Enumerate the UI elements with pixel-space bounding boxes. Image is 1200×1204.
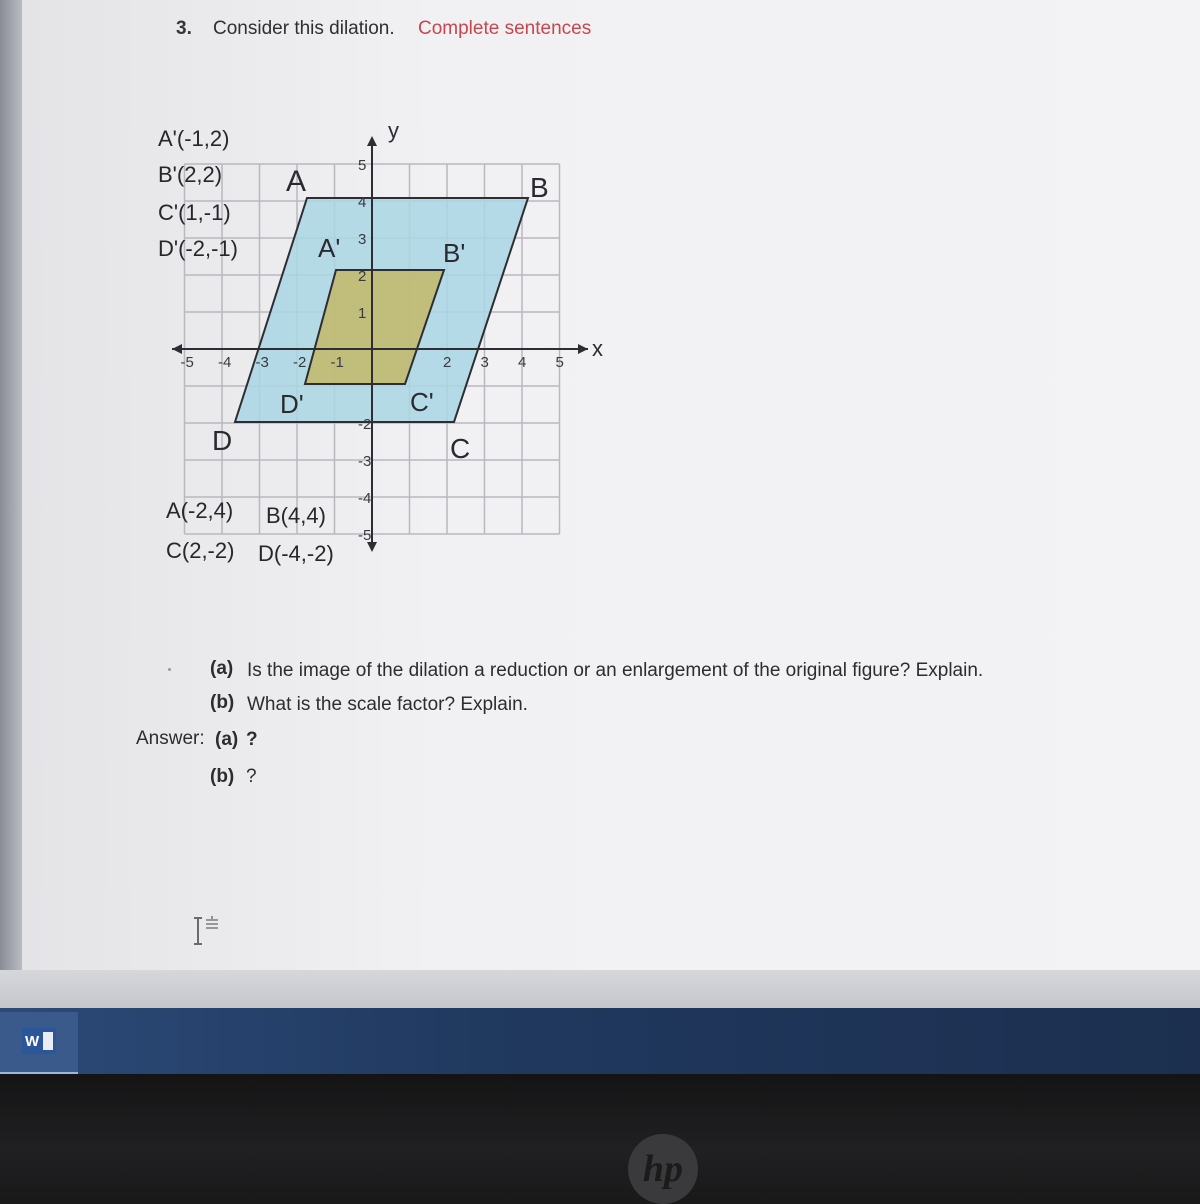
y-tick-label: 1	[358, 305, 367, 322]
question-instruction: Complete sentences	[418, 18, 592, 39]
vertex-label-c: C	[450, 433, 471, 464]
laptop-bezel	[0, 1074, 1200, 1200]
y-tick-label: -4	[358, 490, 372, 507]
vertex-label-a-prime: A'	[318, 233, 341, 263]
word-app-icon: W	[22, 1028, 56, 1054]
text-cursor-icon	[190, 914, 236, 950]
document-status-area	[0, 970, 1200, 1012]
original-point-a: A(-2,4)	[166, 498, 234, 523]
y-tick-label: 4	[358, 194, 367, 211]
vertex-label-a: A	[286, 165, 307, 198]
image-point-a: A'(-1,2)	[158, 126, 230, 151]
part-b-label: (b)	[210, 692, 235, 713]
vertex-label-c-prime: C'	[410, 387, 434, 417]
vertex-label-d-prime: D'	[280, 389, 304, 419]
y-tick-label: -5	[358, 527, 372, 544]
x-axis-label: x	[592, 336, 603, 361]
answer-a-label: (a)	[215, 729, 239, 750]
x-tick-label: 3	[480, 354, 489, 371]
part-a-label: (a)	[210, 658, 234, 679]
y-tick-label: 5	[358, 157, 367, 174]
answer-b-label: (b)	[210, 766, 235, 787]
x-tick-label: 4	[518, 354, 527, 371]
y-tick-label: 2	[358, 268, 367, 285]
vertex-label-b: B	[530, 172, 549, 203]
vertex-label-b-prime: B'	[443, 238, 466, 268]
part-b-text: What is the scale factor? Explain.	[247, 694, 528, 715]
x-tick-label: -1	[330, 354, 344, 371]
image-point-d: D'(-2,-1)	[158, 236, 238, 261]
taskbar	[0, 1008, 1200, 1074]
x-tick-label: -3	[255, 354, 269, 371]
y-tick-label: -3	[358, 453, 372, 470]
taskbar-word-button[interactable]	[0, 1012, 78, 1075]
answer-label: Answer:	[136, 728, 205, 749]
original-point-d: D(-4,-2)	[258, 541, 334, 566]
x-tick-label: 2	[443, 354, 452, 371]
answer-b-value[interactable]: ?	[246, 766, 257, 787]
question-number: 3.	[176, 18, 192, 39]
bullet-mark	[168, 668, 171, 671]
x-tick-label: -4	[218, 354, 232, 371]
original-point-b: B(4,4)	[266, 503, 326, 528]
part-a-text: Is the image of the dilation a reduction or an enlargement of the original figure? Explain.	[247, 660, 984, 681]
y-tick-label: 3	[358, 231, 367, 248]
y-axis-label: y	[388, 118, 399, 143]
question-text: Consider this dilation.	[213, 18, 395, 39]
image-point-c: C'(1,-1)	[158, 200, 231, 225]
image-point-b: B'(2,2)	[158, 162, 223, 187]
vertex-label-d: D	[212, 425, 233, 456]
original-point-c: C(2,-2)	[166, 538, 235, 563]
y-tick-label: -2	[358, 416, 372, 433]
x-tick-label: 5	[555, 354, 564, 371]
x-tick-label: -5	[180, 354, 194, 371]
x-tick-label: -2	[293, 354, 307, 371]
hp-logo: hp	[628, 1134, 698, 1204]
answer-a-value[interactable]: ?	[246, 729, 258, 750]
